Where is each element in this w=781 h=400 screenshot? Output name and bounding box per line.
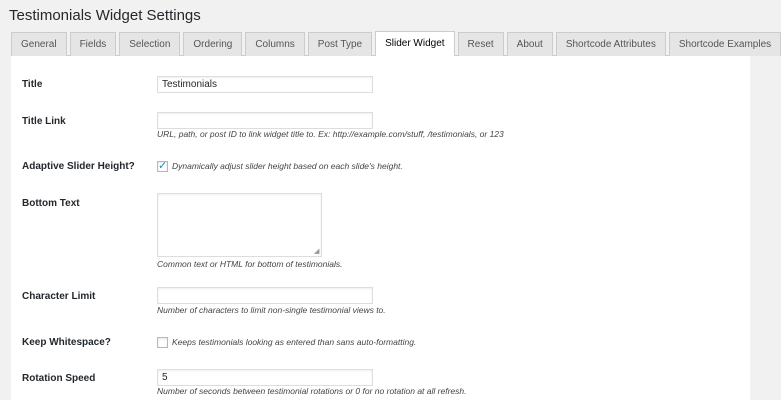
resize-grip-icon[interactable]: ◢ <box>314 248 320 255</box>
checkmark-icon: ✓ <box>158 160 168 172</box>
tab-about[interactable]: About <box>507 32 553 56</box>
adaptive-height-description: Dynamically adjust slider height based on each slide's height. <box>172 161 403 171</box>
title-link-input[interactable] <box>157 112 373 129</box>
keep-whitespace-checkbox[interactable] <box>157 337 168 348</box>
tab-fields[interactable]: Fields <box>70 32 117 56</box>
tab-general[interactable]: General <box>11 32 67 56</box>
tab-columns[interactable]: Columns <box>245 32 304 56</box>
rotation-speed-input[interactable] <box>157 369 373 386</box>
title-link-description: URL, path, or post ID to link widget title to. Ex: http://example.com/stuff, /testimonials, or 123 <box>157 129 504 139</box>
tab-post-type[interactable]: Post Type <box>308 32 372 56</box>
bottom-text-textarea[interactable] <box>157 193 322 257</box>
tab-shortcode-attributes[interactable]: Shortcode Attributes <box>556 32 666 56</box>
keep-whitespace-description: Keeps testimonials looking as entered than sans auto-formatting. <box>172 337 417 347</box>
character-limit-description: Number of characters to limit non-single testimonial views to. <box>157 305 386 315</box>
adaptive-height-label: Adaptive Slider Height? <box>22 161 135 172</box>
title-link-label: Title Link <box>22 116 66 127</box>
keep-whitespace-label: Keep Whitespace? <box>22 337 111 348</box>
page-title: Testimonials Widget Settings <box>9 7 201 24</box>
character-limit-input[interactable] <box>157 287 373 304</box>
character-limit-label: Character Limit <box>22 291 96 302</box>
tab-reset[interactable]: Reset <box>458 32 504 56</box>
tab-slider-widget[interactable]: Slider Widget <box>375 31 454 57</box>
title-input[interactable] <box>157 76 373 93</box>
rotation-speed-description: Number of seconds between testimonial rotations or 0 for no rotation at all refresh. <box>157 386 467 396</box>
settings-panel <box>11 56 750 400</box>
tab-ordering[interactable]: Ordering <box>183 32 242 56</box>
settings-tabs <box>11 30 772 56</box>
title-label: Title <box>22 79 43 90</box>
rotation-speed-label: Rotation Speed <box>22 373 96 384</box>
tab-selection[interactable]: Selection <box>119 32 180 56</box>
adaptive-height-checkbox[interactable] <box>157 161 168 172</box>
bottom-text-description: Common text or HTML for bottom of testimonials. <box>157 259 343 269</box>
bottom-text-label: Bottom Text <box>22 198 80 209</box>
tab-shortcode-examples[interactable]: Shortcode Examples <box>669 32 781 56</box>
